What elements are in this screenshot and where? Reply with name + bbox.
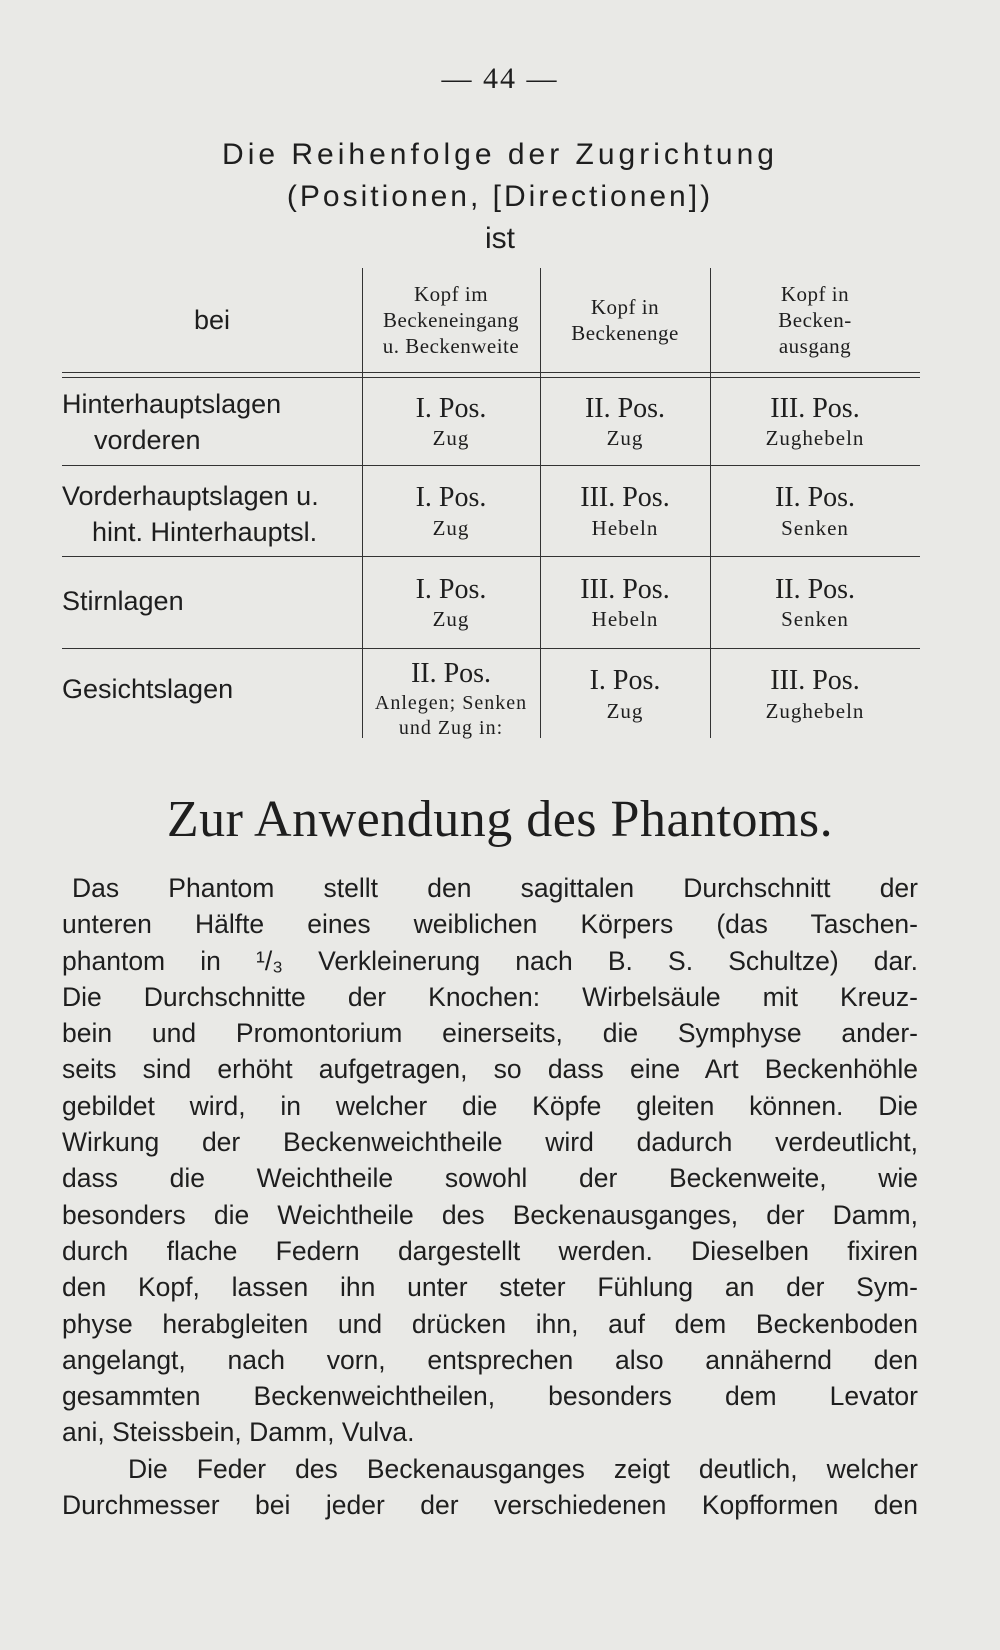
paragraph xyxy=(62,870,918,1451)
cell-action: Hebeln xyxy=(591,515,659,540)
cell-action: Zughebeln xyxy=(765,426,865,451)
header-col2-line2: Beckenenge xyxy=(571,321,679,345)
cell-position: III. Pos. xyxy=(580,573,670,605)
cell-position: I. Pos. xyxy=(415,482,487,514)
header-col3-line2: Becken- xyxy=(778,307,852,332)
cell-position: II. Pos. xyxy=(774,573,856,605)
cell-position: I. Pos. xyxy=(415,392,487,424)
table-cell xyxy=(710,378,920,465)
table-cell xyxy=(362,466,540,556)
table-cell xyxy=(710,649,920,739)
table-cell xyxy=(362,378,540,465)
page-number: — 44 — xyxy=(441,62,559,95)
cell-action: Zug xyxy=(432,426,470,451)
cell-position: II. Pos. xyxy=(774,482,856,514)
row-label-stirnlagen xyxy=(62,583,362,619)
intro-line-3: ist xyxy=(485,222,515,255)
intro-line-1: Die Reihenfolge der Zugrichtung xyxy=(222,138,778,171)
text-line: Das Phantom stellt den sagittalen Durchschnitt der xyxy=(72,873,918,903)
cell-position: I. Pos. xyxy=(415,573,487,605)
table-cell xyxy=(540,649,710,739)
row4-label-line1: Gesichtslagen xyxy=(62,674,234,704)
cell-position: III. Pos. xyxy=(580,482,670,514)
row2-label-line2: hint. Hinterhauptsl. xyxy=(92,517,318,548)
header-rule-top xyxy=(62,372,920,373)
zugrichtung-table xyxy=(62,268,920,778)
text-line: Wirkung der Beckenweichtheile wird dadurch verdeutlicht, xyxy=(62,1127,918,1158)
text-line: Die Feder des Beckenausganges zeigt deutlich, welcher xyxy=(128,1453,918,1484)
cell-action-line2: und Zug in: xyxy=(398,716,504,739)
table-cell xyxy=(710,557,920,648)
cell-position: I. Pos. xyxy=(589,665,661,697)
row3-label-line1: Stirnlagen xyxy=(62,586,184,616)
cell-action: Zug xyxy=(432,607,470,632)
cell-action: Zug xyxy=(606,698,644,723)
table-cell xyxy=(540,466,710,556)
text-line: unteren Hälfte eines weiblichen Körpers (das Taschen- xyxy=(62,909,918,940)
header-col1-line1: Kopf im xyxy=(413,281,489,306)
intro-line-2: (Positionen, [Directionen]) xyxy=(286,180,714,213)
table-cell xyxy=(362,649,540,749)
table-cell xyxy=(710,466,920,556)
text-line: angelangt, nach vorn, entsprechen also annähernd den xyxy=(62,1344,918,1375)
text-line: gesammten Beckenweichtheilen, besonders dem Levator xyxy=(62,1381,918,1412)
text-line: dass die Weichtheile sowohl der Beckenweite, wie xyxy=(62,1163,918,1194)
text-line: bein und Promontorium einerseits, die Symphyse ander- xyxy=(62,1018,918,1049)
cell-action: Hebeln xyxy=(591,607,659,632)
row2-label-line1: Vorderhauptslagen u. xyxy=(62,481,319,511)
cell-action: Senken xyxy=(781,515,849,540)
text-line: Durchmesser bei jeder der verschiedenen Kopfformen den xyxy=(62,1490,918,1521)
paragraph xyxy=(62,1451,918,1524)
text-line: physe herabgleiten und drücken ihn, auf dem Beckenboden xyxy=(62,1308,918,1339)
text-line: seits sind erhöht aufgetragen, so dass eine Art Beckenhöhle xyxy=(62,1054,918,1085)
text-line: Die Durchschnitte der Knochen: Wirbelsäule mit Kreuz- xyxy=(62,981,918,1012)
header-col3-line1: Kopf in xyxy=(780,281,850,306)
header-col1-line2: Beckeneingang xyxy=(383,307,519,332)
cell-position: II. Pos. xyxy=(410,658,492,690)
cell-action: Zug xyxy=(432,515,470,540)
cell-action: Zug xyxy=(606,426,644,451)
cell-position: II. Pos. xyxy=(584,392,666,424)
row-label-vorderhauptslagen xyxy=(62,478,362,551)
header-col2-line1: Kopf in xyxy=(590,294,660,319)
text-line: durch flache Federn dargestellt werden. Dieselben fixiren xyxy=(62,1235,918,1266)
header-col-beckeneingang xyxy=(362,268,540,372)
body-text xyxy=(62,870,918,1523)
text-line: besonders die Weichtheile des Beckenausganges, der Damm, xyxy=(62,1199,918,1230)
header-col3-line3: ausgang xyxy=(778,334,852,359)
text-line: gebildet wird, in welcher die Köpfe gleiten können. Die xyxy=(62,1090,918,1121)
text-line: phantom in ¹/₃ Verkleinerung nach B. S. Schultze) dar. xyxy=(62,945,918,976)
header-col-beckenenge xyxy=(540,268,710,372)
row1-label-line2: vorderen xyxy=(94,425,201,456)
table-cell xyxy=(540,378,710,465)
text-line: den Kopf, lassen ihn unter steter Fühlung an der Sym- xyxy=(62,1272,918,1303)
cell-action: Zughebeln xyxy=(765,698,865,723)
cell-position: III. Pos. xyxy=(770,392,860,424)
cell-action-line1: Anlegen; Senken xyxy=(374,691,528,714)
cell-position: III. Pos. xyxy=(770,665,860,697)
row-label-hinterhauptslagen xyxy=(62,386,362,459)
cell-action: Senken xyxy=(781,607,849,632)
table-cell xyxy=(362,557,540,648)
header-bei: bei xyxy=(193,304,231,335)
section-heading: Zur Anwendung des Phantoms. xyxy=(166,791,834,848)
table-cell xyxy=(540,557,710,648)
header-col-beckenausgang xyxy=(710,268,920,372)
header-col1-line3: u. Beckenweite xyxy=(382,334,520,359)
row-label-gesichtslagen xyxy=(62,671,362,707)
row1-label-line1: Hinterhauptslagen xyxy=(62,389,282,419)
text-line: ani, Steissbein, Damm, Vulva. xyxy=(62,1417,415,1448)
